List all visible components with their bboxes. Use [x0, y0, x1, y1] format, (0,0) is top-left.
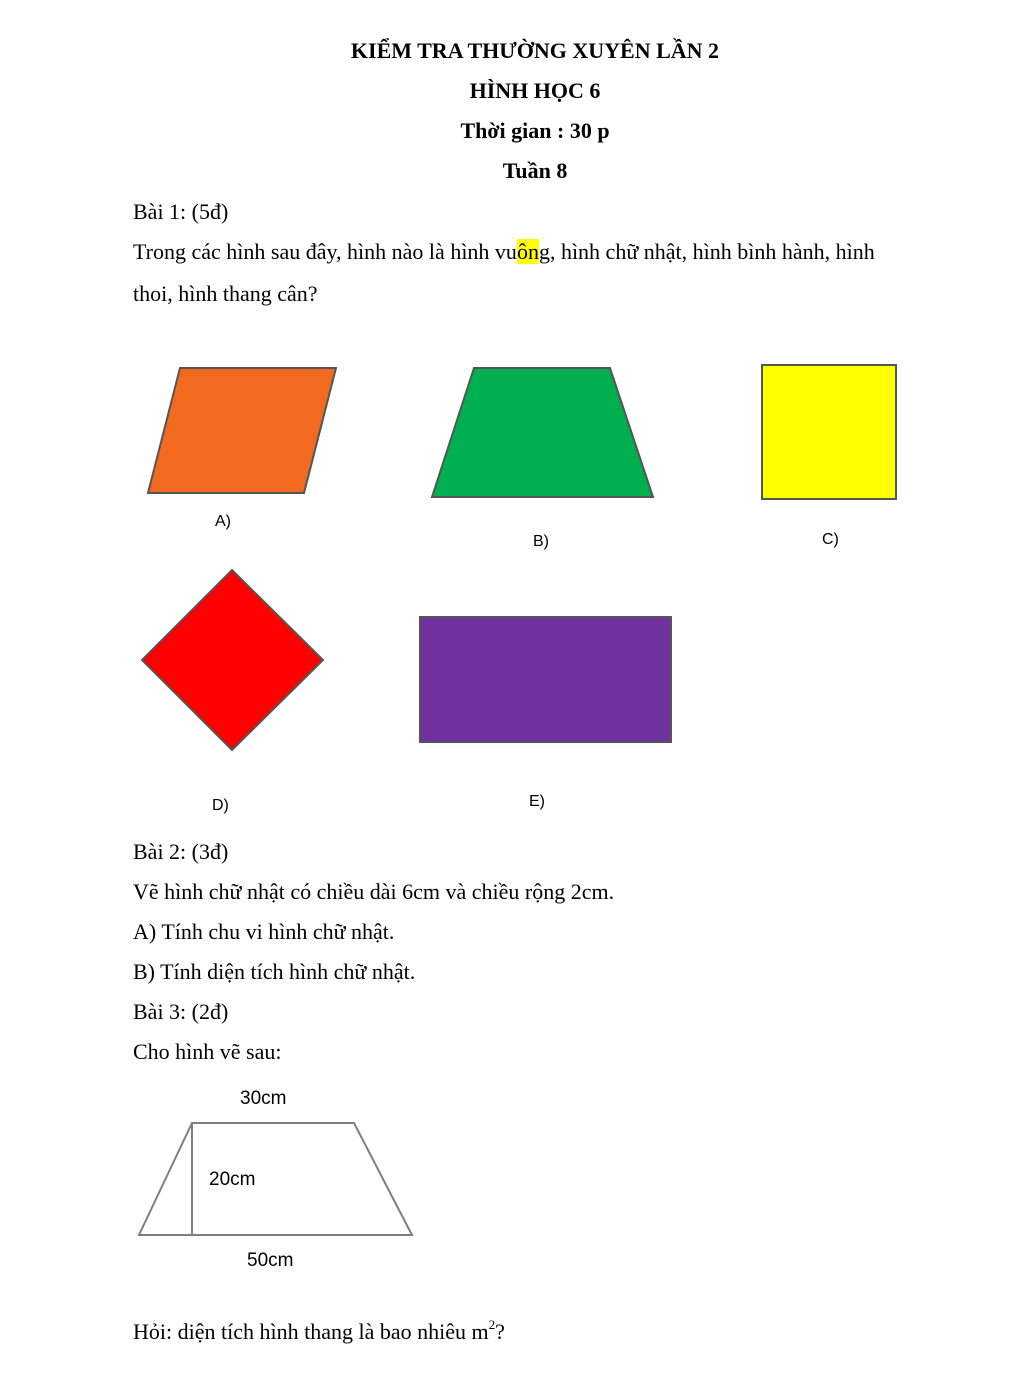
bai2-heading: Bài 2: (3đ)	[133, 839, 229, 864]
shape-a-label: A)	[215, 513, 231, 530]
top-base-label: 30cm	[240, 1088, 287, 1109]
bai1-question-line2: thoi, hình thang cân?	[133, 281, 318, 306]
bai2-part-b: B) Tính diện tích hình chữ nhật.	[133, 959, 416, 984]
bai3-heading: Bài 3: (2đ)	[133, 999, 229, 1024]
bai2-line1: Vẽ hình chữ nhật có chiều dài 6cm và chiều rộng 2cm.	[133, 879, 615, 904]
exam-time: Thời gian : 30 p	[460, 118, 610, 143]
trapezoid-outline	[139, 1123, 412, 1235]
bai3-question-sup: 2	[488, 1316, 496, 1332]
bai3-question-text: Hỏi: diện tích hình thang là bao nhiêu m	[133, 1319, 489, 1344]
exam-subject: HÌNH HỌC 6	[469, 78, 601, 103]
bai3-question	[133, 1318, 505, 1346]
bai1-question-part2: g, hình chữ nhật, hình bình hành, hình	[538, 239, 875, 264]
bai3-question-end: ?	[495, 1319, 505, 1344]
shape-c-label: C)	[822, 531, 839, 548]
shape-b-label: B)	[533, 533, 549, 550]
shape-e-label: E)	[529, 793, 545, 810]
bai1-question-part1: Trong các hình sau đây, hình nào là hình vu	[133, 239, 517, 264]
exam-title: KIỂM TRA THƯỜNG XUYÊN LẦN 2	[350, 38, 720, 63]
bai1-question-highlight: ôn	[516, 239, 539, 264]
height-label: 20cm	[209, 1169, 256, 1190]
bai3-line1: Cho hình vẽ sau:	[133, 1039, 282, 1064]
shape-d-label: D)	[212, 797, 229, 814]
exam-week: Tuần 8	[502, 158, 568, 183]
bai1-heading: Bài 1: (5đ)	[133, 199, 229, 224]
bai2-part-a: A) Tính chu vi hình chữ nhật.	[133, 919, 395, 944]
bottom-base-label: 50cm	[247, 1250, 294, 1271]
